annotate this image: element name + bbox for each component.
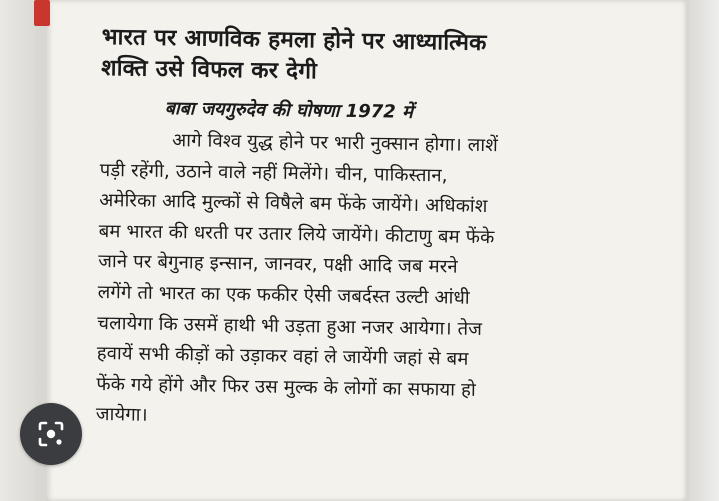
body-line: लगेंगे तो भारत का एक फकीर ऐसी जबर्दस्त उल्टी आंधी <box>97 281 470 309</box>
body-line: जायेगा। <box>95 404 148 427</box>
article-byline: बाबा जयगुरुदेव की घोषणा 1972 में <box>164 97 413 123</box>
body-line: चलायेगा कि उसमें हाथी भी उड़ता हुआ नजर आयेगा। तेज <box>97 312 483 340</box>
heading-line: शक्ति उसे विफल कर देगी <box>101 54 318 85</box>
article <box>96 22 662 440</box>
body-line: हवायें सभी कीड़ों को उड़ाकर वहां ले जायेंगी जहां से बम <box>96 343 469 370</box>
article-body <box>96 125 661 440</box>
body-line: अमेरिका आदि मुल्कों से विषैले बम फेंके जायेंगे। अधिकांश <box>99 190 488 218</box>
lens-search-button[interactable] <box>20 403 82 465</box>
background-right <box>689 0 719 501</box>
body-line: आगे विश्व युद्ध होने पर भारी नुक्सान होगा। लाशें <box>171 130 499 157</box>
body-line: फेंके गये होंगे और फिर उस मुल्क के लोगों का सफाया हो <box>96 373 476 401</box>
red-marker <box>34 0 50 26</box>
lens-search-icon <box>36 419 66 449</box>
article-heading <box>101 22 662 93</box>
newspaper-page <box>46 0 686 501</box>
body-line: पड़ी रहेंगी, उठाने वाले नहीं मिलेंगे। चीन, पाकिस्तान, <box>99 159 448 187</box>
body-line: जाने पर बेगुनाह इन्सान, जानवर, पक्षी आदि जब मरने <box>98 251 458 278</box>
heading-line: भारत पर आणविक हमला होने पर आध्यात्मिक <box>101 23 487 57</box>
body-line: बम भारत की धरती पर उतार लिये जायेंगे। कीटाणु बम फेंके <box>98 220 495 248</box>
